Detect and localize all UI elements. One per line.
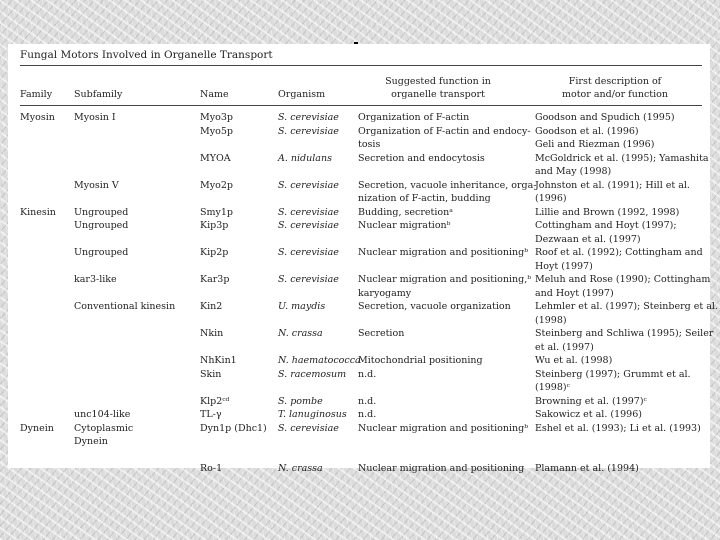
cell-reference: (1996) [535, 193, 567, 204]
cell-name: Myo5p [200, 125, 233, 137]
cell-function: Secretion and endocytosis [358, 152, 485, 164]
cell-reference: Lehmler et al. (1997); Steinberg et al. [535, 301, 718, 312]
cell-reference: Goodson and Spudich (1995) [535, 112, 675, 123]
cell-organism: A. nidulans [278, 152, 332, 164]
cell-organism: S. cerevisiae [278, 274, 339, 285]
header-reference-line2: motor and/or function [562, 89, 668, 100]
cell-organism: T. lanuginosus [278, 409, 347, 420]
cell-name: Klp2ᶜᵈ [200, 395, 230, 407]
header-family: Family [20, 89, 53, 100]
cell-function: Nuclear migration and positioningᵇ [358, 247, 529, 258]
header-function-line1: Suggested function in [385, 76, 491, 87]
cell-subfamily: Conventional kinesin [74, 301, 176, 312]
cell-name: Dyn1p (Dhc1) [200, 422, 267, 434]
header-name: Name [200, 89, 229, 100]
cell-reference: Roof et al. (1992); Cottingham and [535, 247, 703, 258]
cell-reference: Steinberg and Schliwa (1995); Seiler [535, 328, 714, 339]
cell-function: Organization of F-actin and endocy- [358, 125, 531, 137]
cell-subfamily: Myosin I [74, 112, 116, 123]
cell-function: tosis [358, 139, 381, 150]
cell-name: Myo2p [200, 179, 233, 191]
cell-reference: and May (1998) [535, 166, 612, 177]
cell-subfamily: unc104-like [74, 409, 131, 420]
cell-organism: U. maydis [278, 301, 326, 312]
cell-family: Dynein [20, 422, 54, 434]
header-function-line2: organelle transport [391, 89, 485, 100]
header-rule [20, 105, 702, 106]
cell-reference: Dezwaan et al. (1997) [535, 233, 641, 245]
cell-reference: (1998)ᶜ [535, 382, 570, 393]
cell-reference: (1998) [535, 314, 567, 326]
cell-reference: Goodson et al. (1996) [535, 125, 639, 137]
cell-reference: Steinberg (1997); Grummt et al. [535, 368, 691, 380]
header-organism: Organism [278, 89, 326, 100]
cell-function: Nuclear migration and positioning [358, 463, 525, 474]
cell-reference: Lillie and Brown (1992, 1998) [535, 206, 680, 218]
cell-subfamily: Ungrouped [74, 220, 129, 231]
cell-reference: Wu et al. (1998) [535, 355, 613, 366]
cell-reference: and Hoyt (1997) [535, 287, 614, 299]
cell-organism: S. pombe [278, 395, 323, 407]
cell-reference: Johnston et al. (1991); Hill et al. [535, 179, 690, 191]
cell-reference: McGoldrick et al. (1995); Yamashita [535, 152, 709, 164]
cell-organism: S. cerevisiae [278, 206, 339, 218]
cell-name: Kar3p [200, 274, 230, 285]
cell-subfamily: kar3-like [74, 274, 117, 285]
cell-name: Kip2p [200, 247, 229, 258]
cell-function: Secretion [358, 328, 405, 339]
cell-name: Skin [200, 368, 222, 380]
cell-function: n.d. [358, 395, 377, 407]
cell-family: Myosin [20, 112, 55, 123]
cell-name: Ro-1 [200, 463, 223, 474]
header-reference-line1: First description of [568, 76, 662, 87]
cell-name: Myo3p [200, 112, 233, 123]
cell-subfamily: Cytoplasmic [74, 422, 134, 434]
cell-reference: Hoyt (1997) [535, 260, 593, 272]
cell-function: n.d. [358, 368, 377, 380]
cell-function: n.d. [358, 409, 377, 420]
cell-organism: S. cerevisiae [278, 179, 339, 191]
cell-name: NhKin1 [200, 355, 237, 366]
cell-function: Nuclear migration and positioningᵇ [358, 422, 529, 434]
cell-reference: et al. (1997) [535, 341, 594, 353]
cell-reference: Geli and Riezman (1996) [535, 139, 655, 150]
cell-reference: Cottingham and Hoyt (1997); [535, 220, 677, 231]
header-subfamily: Subfamily [74, 89, 123, 100]
cell-name: Nkin [200, 328, 224, 339]
cell-reference: Plamann et al. (1994) [535, 463, 639, 474]
cell-function: karyogamy [358, 287, 412, 299]
cell-subfamily: Ungrouped [74, 247, 129, 258]
cell-organism: S. cerevisiae [278, 112, 339, 123]
cell-reference: Meluh and Rose (1990); Cottingham [535, 274, 711, 285]
cell-function: Organization of F-actin [358, 112, 470, 123]
cell-function: Nuclear migration and positioning,ᵇ [358, 274, 532, 285]
cell-organism: S. cerevisiae [278, 422, 339, 434]
cell-subfamily: Ungrouped [74, 206, 129, 218]
cell-reference: Browning et al. (1997)ᶜ [535, 395, 647, 407]
cell-name: Smy1p [200, 206, 234, 218]
cell-reference: Sakowicz et al. (1996) [535, 409, 642, 420]
cell-organism: S. cerevisiae [278, 247, 339, 258]
cell-subfamily: Myosin V [74, 179, 119, 191]
top-rule [20, 65, 702, 66]
cell-reference: Eshel et al. (1993); Li et al. (1993) [535, 422, 701, 434]
cell-name: Kin2 [200, 301, 223, 312]
table-title: Fungal Motors Involved in Organelle Transport [20, 49, 273, 61]
cell-subfamily: Dynein [74, 436, 108, 447]
cell-organism: S. racemosum [278, 368, 347, 380]
cell-family: Kinesin [20, 206, 56, 218]
cell-organism: S. cerevisiae [278, 220, 339, 231]
cell-function: Budding, secretionᵃ [358, 206, 453, 218]
cell-name: TL-γ [200, 409, 222, 420]
cell-function: nization of F-actin, budding [358, 193, 491, 204]
cell-organism: N. crassa [278, 328, 323, 339]
cell-name: MYOA [200, 152, 231, 164]
cell-function: Secretion, vacuole inheritance, orga- [358, 179, 537, 191]
cell-function: Nuclear migrationᵇ [358, 220, 451, 231]
cell-function: Mitochondrial positioning [358, 355, 483, 366]
cell-organism: N. haematococca [278, 355, 361, 366]
cell-organism: N. crassa [278, 463, 323, 474]
cell-function: Secretion, vacuole organization [358, 301, 511, 312]
table-panel [8, 44, 718, 474]
cell-organism: S. cerevisiae [278, 125, 339, 137]
cell-name: Kip3p [200, 220, 229, 231]
